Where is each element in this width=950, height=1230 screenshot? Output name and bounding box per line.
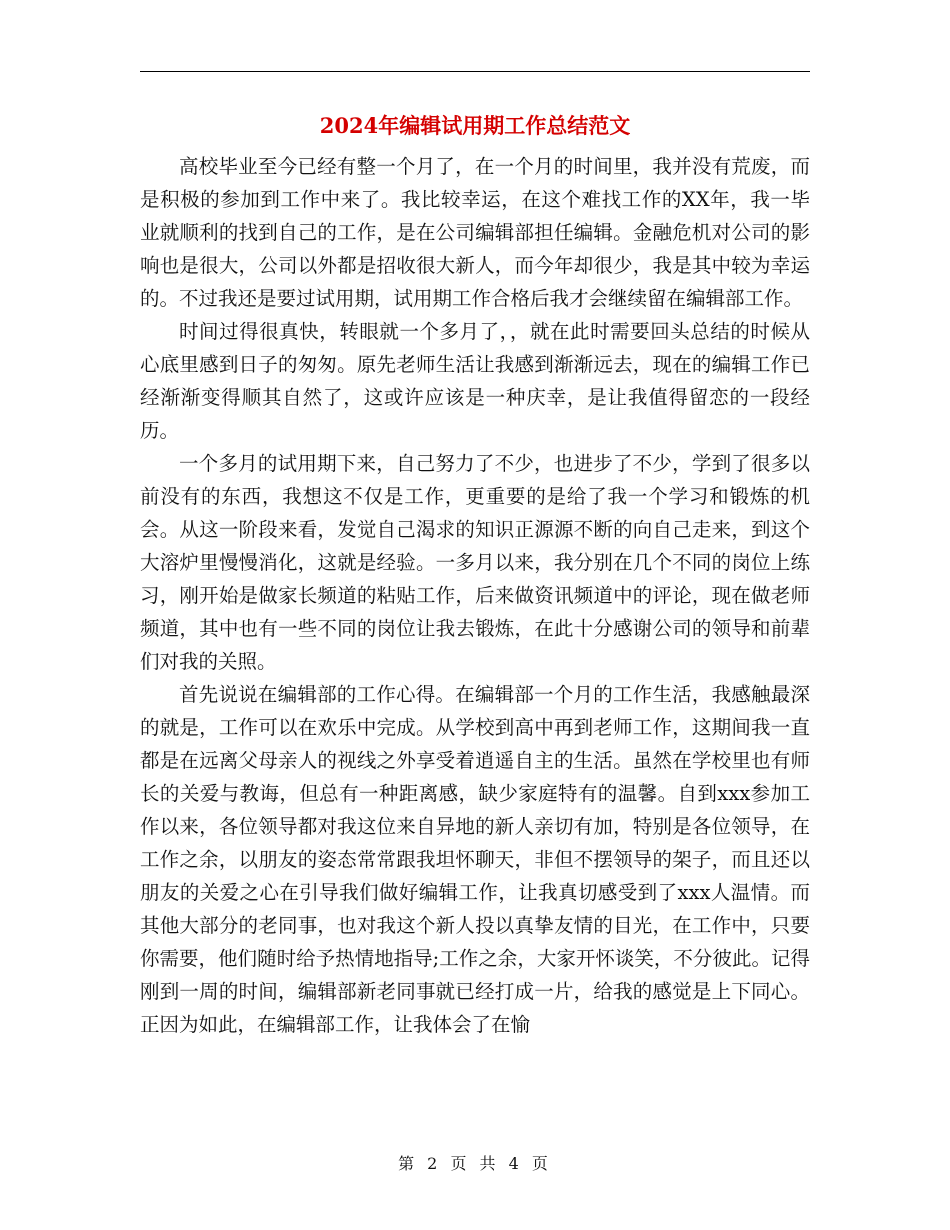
paragraph-1: 高校毕业至今已经有整一个月了，在一个月的时间里，我并没有荒废，而是积极的参加到工作中来了。我比较幸运，在这个难找工作的XX年，我一毕业就顺利的找到自己的工作，是在公司编辑部担任编辑。金融危机对公司的影响也是很大，公司以外都是招收很大新人，而今年却很少，我是其中较为幸运的。不过我还是要过试用期，试用期工作合格后我才会继续留在编辑部工作。	[140, 155, 810, 310]
page-number-footer: 第 2 页 共 4 页	[398, 1154, 552, 1173]
paragraph-2: 时间过得很真快，转眼就一个多月了，，就在此时需要回头总结的时候从心底里感到日子的匆匆。原先老师生活让我感到渐渐远去，现在的编辑工作已经渐渐变得顺其自然了，这或许应该是一种庆幸，是让我值得留恋的一段经历。	[140, 320, 810, 442]
document-title: 2024年编辑试用期工作总结范文	[319, 113, 631, 138]
header-rule	[140, 71, 810, 72]
document-body	[140, 150, 810, 1041]
paragraph-4: 首先说说在编辑部的工作心得。在编辑部一个月的工作生活，我感触最深的就是，工作可以在欢乐中完成。从学校到高中再到老师工作，这期间我一直都是在远离父母亲人的视线之外享受着逍遥自主的生活。虽然在学校里也有师长的关爱与教诲，但总有一种距离感，缺少家庭特有的温馨。自到xxx参加工作以来，各位领导都对我这位来自异地的新人亲切有加，特别是各位领导，在工作之余，以朋友的姿态常常跟我坦怀聊天，非但不摆领导的架子，而且还以朋友的关爱之心在引导我们做好编辑工作，让我真切感受到了xxx人温情。而其他大部分的老同事，也对我这个新人投以真挚友情的目光，在工作中，只要你需要，他们随时给予热情地指导;工作之余，大家开怀谈笑，不分彼此。记得刚到一周的时间，编辑部新老同事就已经打成一片，给我的感觉是上下同心。正因为如此，在编辑部工作，让我体会了在愉	[140, 683, 810, 1036]
paragraph-3: 一个多月的试用期下来，自己努力了不少，也进步了不少，学到了很多以前没有的东西，我想这不仅是工作，更重要的是给了我一个学习和锻炼的机会。从这一阶段来看，发觉自己渴求的知识正源源不断的向自己走来，到这个大溶炉里慢慢消化，这就是经验。一多月以来，我分别在几个不同的岗位上练习，刚开始是做家长频道的粘贴工作，后来做资讯频道中的评论，现在做老师频道，其中也有一些不同的岗位让我去锻炼，在此十分感谢公司的领导和前辈们对我的关照。	[140, 452, 810, 673]
